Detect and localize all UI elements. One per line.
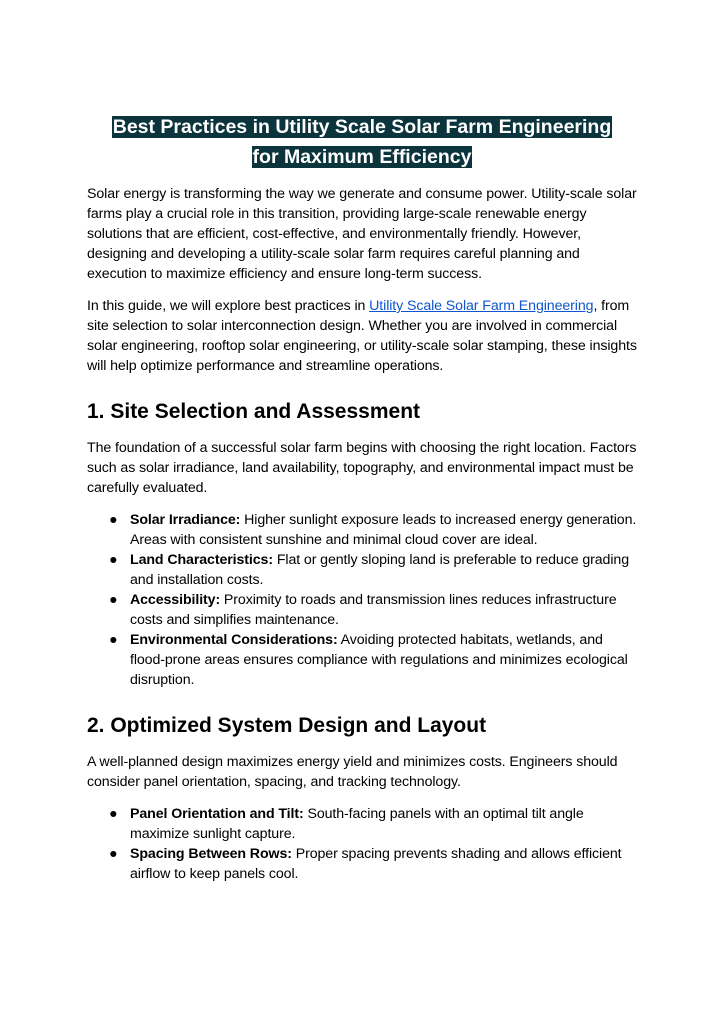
bullet-term: Land Characteristics: [130,552,273,568]
bullet-icon: ● [109,806,118,822]
bullet-term: Accessibility: [130,592,221,608]
bullet-text: Avoiding protected habitats, wetlands, and flood-prone areas ensures compliance with regulations and minimizes ecological disruption. [130,632,628,688]
bullet-icon: ● [109,632,118,648]
section-1-heading-wrap [87,398,637,426]
bullet-text: Flat or gently sloping land is preferable to reduce grading and installation costs. [130,552,629,588]
guide-text-after: , from site selection to solar interconnection design. Whether you are involved in commercial solar engineering, rooftop solar engineering, or utility-scale solar stamping, these insights will help optimize performance and streamline operations. [87,298,637,374]
title-line-2: for Maximum Efficiency [252,146,472,168]
bullet-text: Higher sunlight exposure leads to increased energy generation. Areas with consistent sunshine and minimal cloud cover are ideal. [130,512,637,548]
guide-paragraph [87,296,637,376]
section-2-paragraph: A well-planned design maximizes energy yield and minimizes costs. Engineers should consider panel orientation, spacing, and tracking technology. [87,754,618,790]
list-item [87,550,637,590]
section-2-bullet-list [87,804,637,884]
bullet-icon: ● [109,592,118,608]
bullet-icon: ● [109,512,118,528]
bullet-term: Environmental Considerations: [130,632,338,648]
bullet-icon: ● [109,846,118,862]
intro-paragraph: Solar energy is transforming the way we generate and consume power. Utility-scale solar farms play a crucial role in this transition, providing large-scale renewable energy solutions that are efficient, cost-effective, and environmentally friendly. However, designing and developing a utility-scale solar farm requires careful planning and execution to maximize efficiency and ensure long-term success. [87,186,637,282]
document-title [87,112,637,172]
document-page [87,112,637,896]
bullet-text: South-facing panels with an optimal tilt angle maximize sunlight capture. [130,806,584,842]
section-1-heading: 1. Site Selection and Assessment [87,400,421,423]
section-2-heading: 2. Optimized System Design and Layout [87,714,487,737]
bullet-text: Proper spacing prevents shading and allows efficient airflow to keep panels cool. [130,846,622,882]
list-item [87,630,637,690]
bullet-icon: ● [109,552,118,568]
section-1-bullet-list [87,510,637,690]
bullet-text: Proximity to roads and transmission lines reduces infrastructure costs and simplifies maintenance. [130,592,617,628]
list-item [87,804,637,844]
list-item [87,510,637,550]
section-1-paragraph: The foundation of a successful solar farm begins with choosing the right location. Factors such as solar irradiance, land availability, topography, and environmental impact must be carefully evaluated. [87,440,637,496]
list-item [87,844,637,884]
bullet-term: Panel Orientation and Tilt: [130,806,304,822]
bullet-term: Solar Irradiance: [130,512,241,528]
section-2-heading-wrap [87,712,637,740]
title-line-1: Best Practices in Utility Scale Solar Farm Engineering [112,116,612,138]
utility-scale-solar-link[interactable]: Utility Scale Solar Farm Engineering [369,298,594,314]
list-item [87,590,637,630]
bullet-term: Spacing Between Rows: [130,846,292,862]
guide-text-before: In this guide, we will explore best practices in [87,298,370,314]
